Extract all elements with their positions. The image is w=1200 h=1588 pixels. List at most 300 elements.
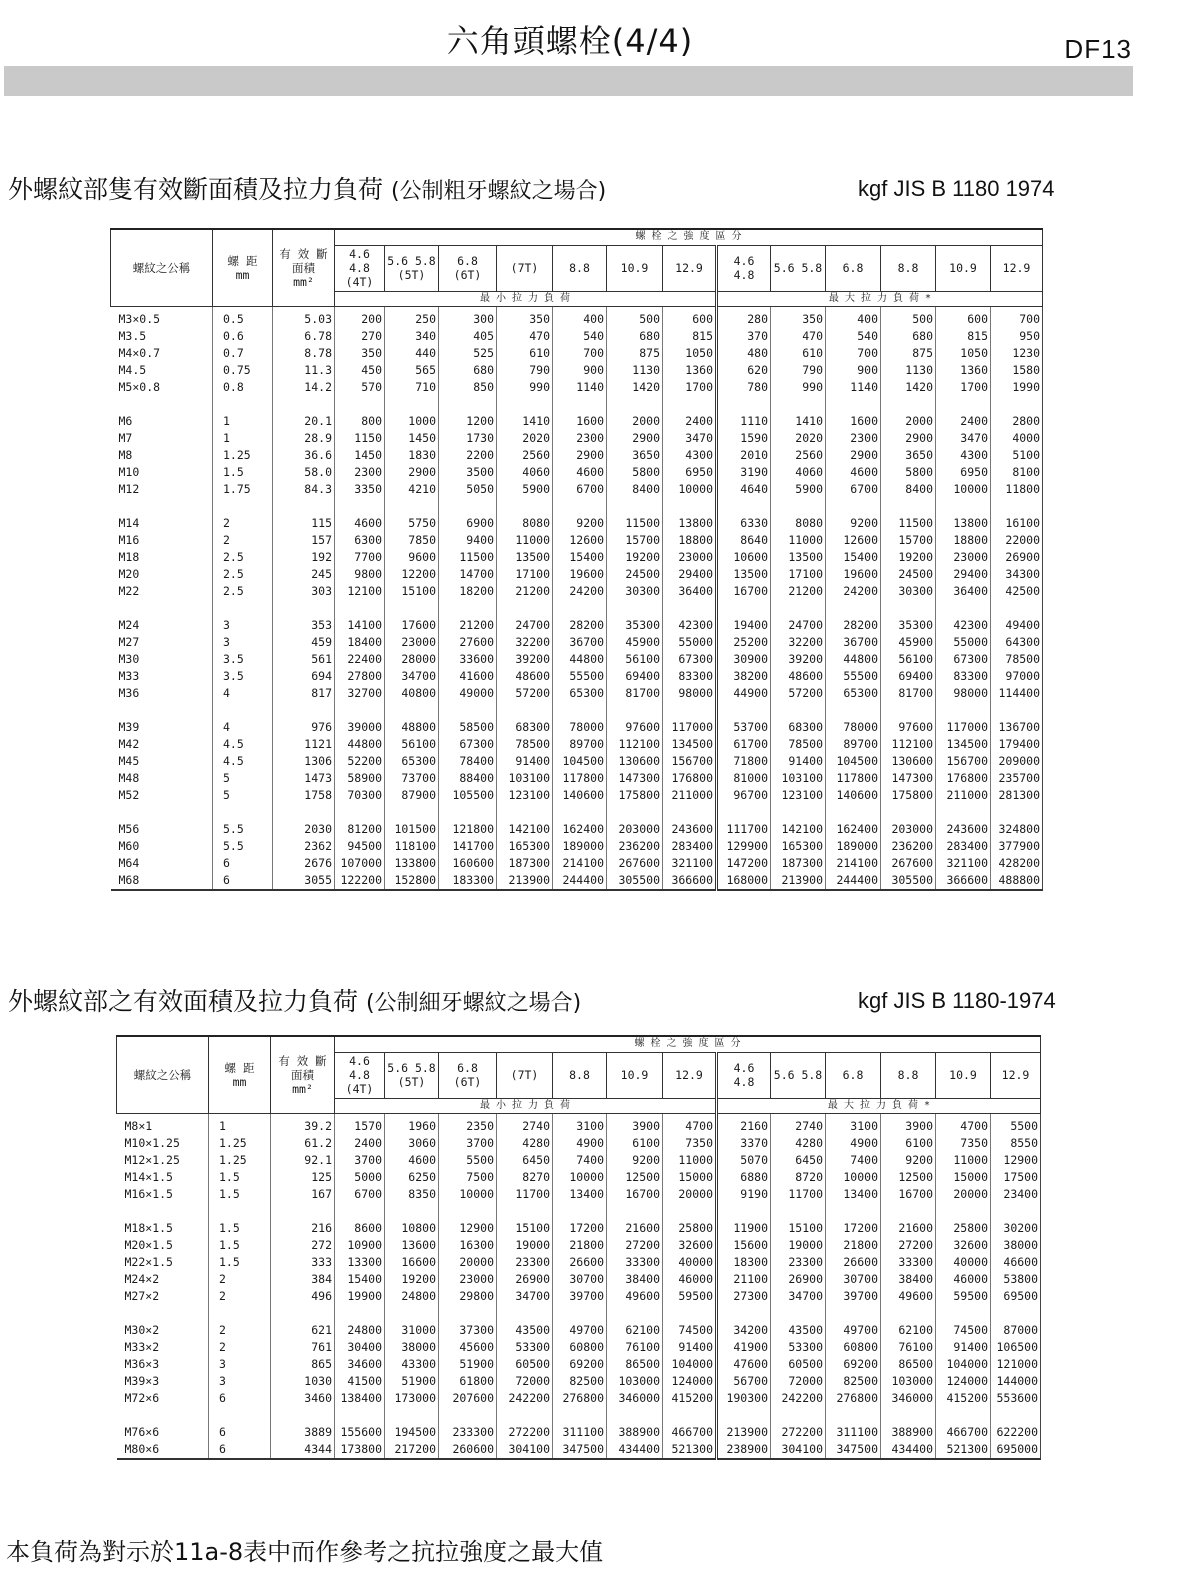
load-cell: 42500 [991,583,1043,600]
table-row [117,1373,1041,1390]
load-cell: 175800 [881,787,936,804]
load-cell: 78000 [826,719,881,736]
spacer-cell [717,804,771,821]
spacer-cell [385,1407,439,1424]
load-cell: 388900 [607,1424,663,1441]
spacer-cell [663,1305,717,1322]
pitch-cell: 2 [213,515,273,532]
spacer-cell [991,498,1043,515]
spacer-cell [936,600,991,617]
table-row [111,753,1043,770]
load-cell: 488800 [991,872,1043,890]
load-cell: 321100 [936,855,991,872]
load-cell: 83300 [936,668,991,685]
pitch-cell: 1.5 [209,1220,271,1237]
load-cell: 3060 [385,1135,439,1152]
table-row [111,634,1043,651]
load-cell: 49000 [439,685,497,702]
grade-min-6: 10.9 [607,1052,663,1098]
area-cell: 245 [273,566,335,583]
thread-size-cell: M18 [111,549,213,566]
load-cell: 78500 [771,736,826,753]
spacer-cell [881,498,936,515]
load-cell: 1360 [936,362,991,379]
table-row [111,379,1043,396]
load-cell: 13300 [335,1254,385,1271]
grade-min-5: 8.8 [553,245,607,291]
load-cell: 105500 [439,787,497,804]
load-cell: 6100 [607,1135,663,1152]
load-cell: 405 [439,328,497,345]
spacer-cell [497,1407,553,1424]
spacer-cell [826,498,881,515]
load-cell: 1140 [826,379,881,396]
load-cell: 117800 [553,770,607,787]
load-cell: 91400 [663,1339,717,1356]
load-cell: 48600 [771,668,826,685]
load-cell: 2300 [553,430,607,447]
spacer-cell [111,600,213,617]
load-cell: 81700 [607,685,663,702]
load-cell: 32600 [936,1237,991,1254]
thread-size-cell: M3×0.5 [111,307,213,329]
load-cell: 156700 [663,753,717,770]
load-cell: 6700 [826,481,881,498]
load-cell: 2900 [881,430,936,447]
load-cell: 12900 [991,1152,1041,1169]
thread-size-cell: M72×6 [117,1390,209,1407]
load-cell: 233300 [439,1424,497,1441]
load-cell: 56100 [607,651,663,668]
load-cell: 244400 [553,872,607,890]
table-row [117,1441,1041,1459]
spacer-cell [881,1305,936,1322]
spacer-cell [826,804,881,821]
load-cell: 24700 [771,617,826,634]
load-cell: 21800 [553,1237,607,1254]
load-cell: 540 [826,328,881,345]
load-cell: 217200 [385,1441,439,1459]
spacer-cell [663,804,717,821]
load-cell: 366600 [936,872,991,890]
load-cell: 107000 [335,855,385,872]
table-row [111,345,1043,362]
load-cell: 19600 [826,566,881,583]
spacer-cell [497,498,553,515]
load-cell: 55500 [553,668,607,685]
load-cell: 1140 [553,379,607,396]
load-cell: 23000 [385,634,439,651]
group-spacer [117,1305,1041,1322]
load-cell: 86500 [881,1356,936,1373]
load-cell: 900 [553,362,607,379]
load-cell: 103100 [497,770,553,787]
spacer-cell [335,396,385,413]
pitch-cell: 6 [209,1441,271,1459]
pitch-cell: 0.8 [213,379,273,396]
load-cell: 27200 [607,1237,663,1254]
load-cell: 8640 [717,532,771,549]
spacer-cell [607,396,663,413]
load-cell: 3100 [826,1114,881,1136]
load-cell: 283400 [663,838,717,855]
load-cell: 12100 [335,583,385,600]
table-row [111,549,1043,566]
load-cell: 55500 [826,668,881,685]
load-cell: 35300 [607,617,663,634]
load-cell: 21200 [771,583,826,600]
load-cell: 39200 [497,651,553,668]
load-cell: 67300 [439,736,497,753]
header-thread: 螺紋之公稱 [117,1036,209,1114]
thread-size-cell: M76×6 [117,1424,209,1441]
load-cell: 346000 [881,1390,936,1407]
pitch-cell: 2 [209,1288,271,1305]
spacer-cell [936,1305,991,1322]
load-cell: 56700 [717,1373,771,1390]
fine-thread-load-table [116,1035,1041,1460]
load-cell: 3650 [881,447,936,464]
load-cell: 8600 [335,1220,385,1237]
load-cell: 160600 [439,855,497,872]
pitch-cell: 5 [213,770,273,787]
load-cell: 29400 [936,566,991,583]
load-cell: 22000 [991,532,1043,549]
grade-min-2: 5.6 5.8 (5T) [385,245,439,291]
spacer-cell [771,396,826,413]
area-cell: 2030 [273,821,335,838]
load-cell: 162400 [553,821,607,838]
load-cell: 400 [553,307,607,329]
header-pitch-label: 螺 距 [227,253,258,268]
load-cell: 4300 [936,447,991,464]
load-cell: 16300 [439,1237,497,1254]
load-cell: 3900 [607,1114,663,1136]
load-cell: 121800 [439,821,497,838]
thread-size-cell: M8 [111,447,213,464]
load-cell: 76100 [607,1339,663,1356]
load-cell: 18300 [717,1254,771,1271]
grade-max-4: 8.8 [881,1052,936,1098]
load-cell: 3500 [439,464,497,481]
area-cell: 561 [273,651,335,668]
load-cell: 2400 [936,413,991,430]
table-row [117,1237,1041,1254]
load-cell: 2020 [497,430,553,447]
group-spacer [111,702,1043,719]
pitch-cell: 5.5 [213,838,273,855]
load-cell: 29400 [663,566,717,583]
load-cell: 7350 [936,1135,991,1152]
load-cell: 83300 [663,668,717,685]
load-cell: 23400 [991,1186,1041,1203]
load-cell: 39700 [553,1288,607,1305]
load-cell: 49700 [553,1322,607,1339]
load-cell: 48600 [497,668,553,685]
spacer-cell [497,804,553,821]
load-cell: 44800 [826,651,881,668]
area-cell: 694 [273,668,335,685]
fine-table-body [117,1114,1041,1460]
load-cell: 130600 [607,753,663,770]
spacer-cell [881,804,936,821]
grade-max-5: 10.9 [936,1052,991,1098]
load-cell: 1200 [439,413,497,430]
area-cell: 84.3 [273,481,335,498]
load-cell: 12600 [826,532,881,549]
area-cell: 1473 [273,770,335,787]
spacer-cell [607,702,663,719]
load-cell: 4600 [826,464,881,481]
load-cell: 38000 [385,1339,439,1356]
load-cell: 104500 [826,753,881,770]
load-cell: 133800 [385,855,439,872]
spacer-cell [553,702,607,719]
pitch-cell: 1.5 [209,1237,271,1254]
pitch-cell: 0.7 [213,345,273,362]
load-cell: 2350 [439,1114,497,1136]
spacer-cell [273,498,335,515]
load-cell: 30700 [553,1271,607,1288]
spacer-cell [991,804,1043,821]
load-cell: 70300 [335,787,385,804]
spacer-cell [439,1203,497,1220]
load-cell: 4600 [385,1152,439,1169]
load-cell: 4210 [385,481,439,498]
load-cell: 45600 [439,1339,497,1356]
load-cell: 49400 [991,617,1043,634]
load-cell: 91400 [771,753,826,770]
pitch-cell: 4 [213,685,273,702]
load-cell: 1600 [553,413,607,430]
title-bar [4,66,1133,96]
load-cell: 236200 [607,838,663,855]
load-cell: 175800 [607,787,663,804]
load-cell: 680 [439,362,497,379]
coarse-table-body [111,307,1043,891]
load-cell: 43500 [497,1322,553,1339]
fine-section-heading [8,982,581,1018]
header-area [271,1036,335,1114]
thread-size-cell: M45 [111,753,213,770]
load-cell: 16600 [385,1254,439,1271]
header-thread: 螺紋之公稱 [111,229,213,307]
spacer-cell [663,498,717,515]
load-cell: 53300 [497,1339,553,1356]
table-row [111,566,1043,583]
load-cell: 26600 [826,1254,881,1271]
load-cell: 2800 [991,413,1043,430]
area-cell: 4344 [271,1441,335,1459]
load-cell: 74500 [663,1322,717,1339]
load-cell: 20000 [663,1186,717,1203]
fine-unit: kgf JIS B 1180-1974 [858,988,1056,1013]
load-cell: 4300 [663,447,717,464]
header-area-unit: mm² [293,275,314,290]
load-cell: 1410 [771,413,826,430]
load-cell: 155600 [335,1424,385,1441]
table-row [117,1186,1041,1203]
load-cell: 10900 [335,1237,385,1254]
spacer-cell [881,600,936,617]
thread-size-cell: M3.5 [111,328,213,345]
area-cell: 384 [271,1271,335,1288]
table-row [111,668,1043,685]
load-cell: 680 [607,328,663,345]
load-cell: 96700 [717,787,771,804]
area-cell: 28.9 [273,430,335,447]
load-cell: 415200 [663,1390,717,1407]
load-cell: 9400 [439,532,497,549]
spacer-cell [439,702,497,719]
thread-size-cell: M27×2 [117,1288,209,1305]
table-row [111,515,1043,532]
spacer-cell [385,804,439,821]
spacer-cell [936,702,991,719]
thread-size-cell: M33×2 [117,1339,209,1356]
load-cell: 16700 [881,1186,936,1203]
load-cell: 2740 [497,1114,553,1136]
load-cell: 187300 [497,855,553,872]
spacer-cell [991,702,1043,719]
load-cell: 81700 [881,685,936,702]
table-row [111,464,1043,481]
thread-size-cell: M60 [111,838,213,855]
load-cell: 15100 [497,1220,553,1237]
coarse-heading-text: 外螺紋部隻有效斷面積及拉力負荷 [8,175,384,204]
group-spacer [111,396,1043,413]
thread-size-cell: M30 [111,651,213,668]
grade-max-1: 4.6 4.8 [717,1052,771,1098]
spacer-cell [826,702,881,719]
load-cell: 305500 [607,872,663,890]
header-area-label: 有 效 斷面積 [278,1053,327,1082]
load-cell: 59500 [663,1288,717,1305]
table-row [111,328,1043,345]
thread-size-cell: M10 [111,464,213,481]
spacer-cell [385,396,439,413]
load-cell: 44800 [553,651,607,668]
group-spacer [111,804,1043,821]
spacer-cell [607,804,663,821]
load-cell: 470 [771,328,826,345]
load-cell: 500 [881,307,936,329]
thread-size-cell: M4×0.7 [111,345,213,362]
load-cell: 60500 [497,1356,553,1373]
load-cell: 21200 [439,617,497,634]
load-cell: 1420 [881,379,936,396]
load-cell: 272200 [497,1424,553,1441]
load-cell: 117800 [826,770,881,787]
load-cell: 34700 [771,1288,826,1305]
pitch-cell: 6 [209,1390,271,1407]
load-cell: 780 [717,379,771,396]
load-cell: 30900 [717,651,771,668]
load-cell: 51900 [385,1373,439,1390]
load-cell: 187300 [771,855,826,872]
load-cell: 30700 [826,1271,881,1288]
load-cell: 3100 [553,1114,607,1136]
load-cell: 311100 [826,1424,881,1441]
load-cell: 10000 [553,1169,607,1186]
load-cell: 31000 [385,1322,439,1339]
load-cell: 41600 [439,668,497,685]
load-cell: 700 [826,345,881,362]
load-cell: 8080 [497,515,553,532]
spacer-cell [335,702,385,719]
load-cell: 15600 [717,1237,771,1254]
area-cell: 216 [271,1220,335,1237]
load-cell: 700 [991,307,1043,329]
load-cell: 1420 [607,379,663,396]
grade-max-1: 4.6 4.8 [717,245,771,291]
load-cell: 13800 [663,515,717,532]
load-cell: 6250 [385,1169,439,1186]
spacer-cell [497,600,553,617]
load-cell: 2400 [663,413,717,430]
pitch-cell: 3 [209,1373,271,1390]
load-cell: 700 [553,345,607,362]
load-cell: 4640 [717,481,771,498]
thread-size-cell: M4.5 [111,362,213,379]
table-row [111,617,1043,634]
load-cell: 9190 [717,1186,771,1203]
load-cell: 622200 [991,1424,1041,1441]
table-row [117,1322,1041,1339]
grade-min-5: 8.8 [553,1052,607,1098]
load-cell: 620 [717,362,771,379]
load-cell: 49600 [607,1288,663,1305]
grade-min-4: (7T) [497,1052,553,1098]
spacer-cell [936,804,991,821]
area-cell: 272 [271,1237,335,1254]
load-cell: 61800 [439,1373,497,1390]
load-cell: 790 [771,362,826,379]
thread-size-cell: M27 [111,634,213,651]
table-row [117,1254,1041,1271]
load-cell: 1450 [335,447,385,464]
load-cell: 189000 [826,838,881,855]
table-row [117,1288,1041,1305]
load-cell: 13800 [936,515,991,532]
load-cell: 12500 [607,1169,663,1186]
thread-size-cell: M6 [111,413,213,430]
pitch-cell: 5 [213,787,273,804]
load-cell: 11700 [497,1186,553,1203]
load-cell: 521300 [663,1441,717,1459]
area-cell: 865 [271,1356,335,1373]
thread-size-cell: M80×6 [117,1441,209,1459]
spacer-cell [209,1305,271,1322]
load-cell: 2010 [717,447,771,464]
spacer-cell [213,600,273,617]
load-cell: 3700 [335,1152,385,1169]
spacer-cell [335,1305,385,1322]
load-cell: 1130 [881,362,936,379]
load-cell: 280 [717,307,771,329]
spacer-cell [771,1203,826,1220]
spacer-cell [771,1305,826,1322]
coarse-section-heading [8,170,606,206]
load-cell: 24500 [607,566,663,583]
load-cell: 176800 [936,770,991,787]
load-cell: 15100 [771,1220,826,1237]
pitch-cell: 1.5 [213,464,273,481]
load-cell: 990 [771,379,826,396]
load-cell: 540 [553,328,607,345]
load-cell: 78400 [439,753,497,770]
load-cell: 1990 [991,379,1043,396]
